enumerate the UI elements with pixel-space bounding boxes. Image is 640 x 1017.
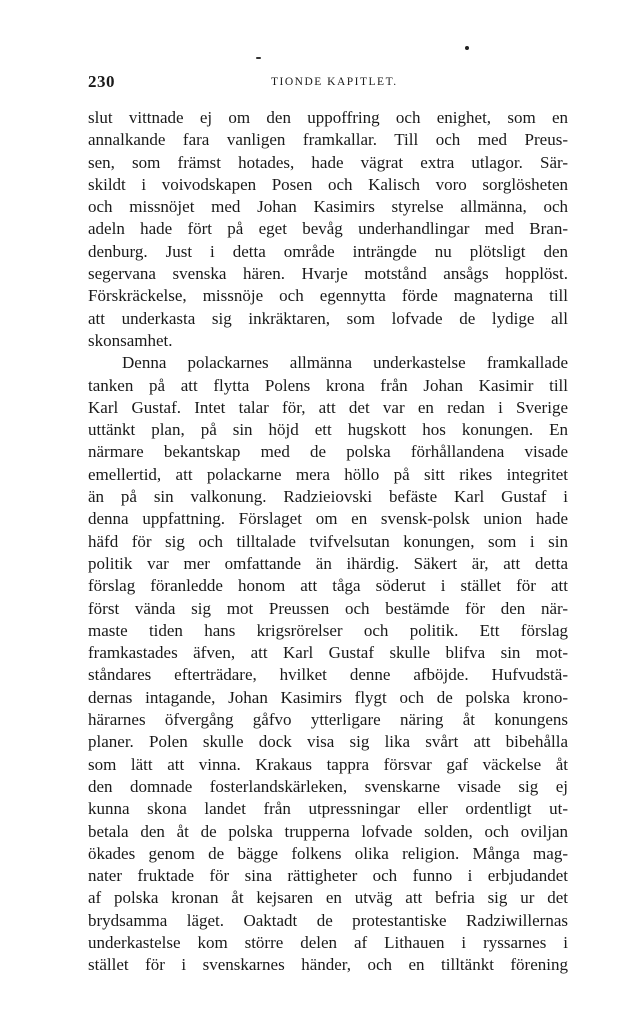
text-line: Denna polackarnes allmänna underkastelse framkallade — [122, 353, 568, 373]
text-line: politik var mer omfattande än ihärdig. Säkert är, att detta — [88, 553, 568, 573]
text-line: adeln hade fört på eget bevåg underhandlingar med Bran- — [88, 219, 568, 239]
text-line: segervana svenska hären. Hvarje motstånd ansågs hopplöst. — [88, 264, 568, 284]
text-line: denburg. Just i detta område inträngde nu plötsligt den — [88, 241, 568, 261]
text-line: först vända sig mot Preussen och bestämde för den när- — [88, 598, 568, 618]
text-line: tanken på att flytta Polens krona från Johan Kasimir till — [88, 375, 568, 395]
text-line: brydsamma läget. Oaktadt de protestantiske Radziwillernas — [88, 910, 568, 930]
text-line: underkastelse kom större delen af Lithauen i ryssarnes i — [88, 932, 568, 952]
text-line: denna uppfattning. Förslaget om en svensk-polsk union hade — [88, 509, 568, 529]
text-line: kunna skona landet från utpressningar eller ordentligt ut- — [88, 799, 568, 819]
text-line: betala den åt de polska trupperna lofvade solden, och oviljan — [88, 821, 568, 841]
text-line: härarnes öfvergång gåfvo ytterligare näring åt konungens — [88, 710, 568, 730]
text-line: som lätt att vinna. Krakaus tappra försvar gaf väckelse åt — [88, 754, 568, 774]
text-line: maste tiden hans krigsrörelser och politik. Ett förslag — [88, 620, 568, 640]
text-line: framkastades äfven, att Karl Gustaf skulle blifva sin mot- — [88, 643, 568, 663]
text-line: af polska kronan åt kejsaren en utväg att befria sig ur det — [88, 888, 568, 908]
text-line: nater fruktade för sina rättigheter och funno i erbjudandet — [88, 866, 568, 886]
text-line: planer. Polen skulle dock visa sig lika svårt att bibehålla — [88, 732, 568, 752]
text-line: Karl Gustaf. Intet talar för, att det var en redan i Sverige — [88, 397, 568, 417]
text-line: dernas intagande, Johan Kasimirs flygt och de polska krono- — [88, 687, 568, 707]
text-line: häfd för sig och tilltalade tvifvelsutan konungen, som i sin — [88, 531, 568, 551]
text-line: och missnöjet med Johan Kasimirs styrelse allmänna, och — [88, 197, 568, 217]
page-header — [88, 72, 568, 94]
text-line: ståndares efterträdare, hvilket denne afböjde. Hufvudstä- — [88, 665, 568, 685]
text-line: ökades genom de bägge folkens olika religion. Många mag- — [88, 843, 568, 863]
text-line: förslag föranledde honom att tåga söderut i stället för att — [88, 576, 568, 596]
text-line: uttänkt plan, på sin höjd ett hugskott hos konungen. En — [88, 420, 568, 440]
body-text — [88, 107, 568, 977]
running-title: TIONDE KAPITLET. — [271, 76, 398, 88]
text-line: den domnade fosterlandskärleken, svenskarne visade sig ej — [88, 776, 568, 796]
text-line: sen, som främst hotades, hade vägrat extra utlagor. Sär- — [88, 152, 568, 172]
text-line: Förskräckelse, missnöje och egennytta förde magnaterna till — [88, 286, 568, 306]
text-line: stället för i svenskarnes händer, och en tilltänkt förening — [88, 955, 568, 975]
text-line: att underkasta sig inkräktaren, som lofvade de lydige all — [88, 308, 568, 328]
ink-mark — [256, 57, 261, 59]
text-line: närmare bekantskap med de polska förhållandena visade — [88, 442, 568, 462]
text-line: annalkande fara vanligen framkallar. Till och med Preus- — [88, 130, 568, 150]
text-line: slut vittnade ej om den uppoffring och enighet, som en — [88, 108, 568, 127]
text-line: emellertid, att polackarne mera höllo på sitt rikes integritet — [88, 464, 568, 484]
ink-dot — [465, 46, 469, 50]
text-line: än på sin valkonung. Radzieiovski befäste Karl Gustaf i — [88, 487, 568, 507]
text-line: skonsamhet. — [88, 330, 173, 350]
page-number: 230 — [88, 72, 115, 91]
text-line: skildt i voivodskapen Posen och Kalisch voro sorglösheten — [88, 174, 568, 194]
